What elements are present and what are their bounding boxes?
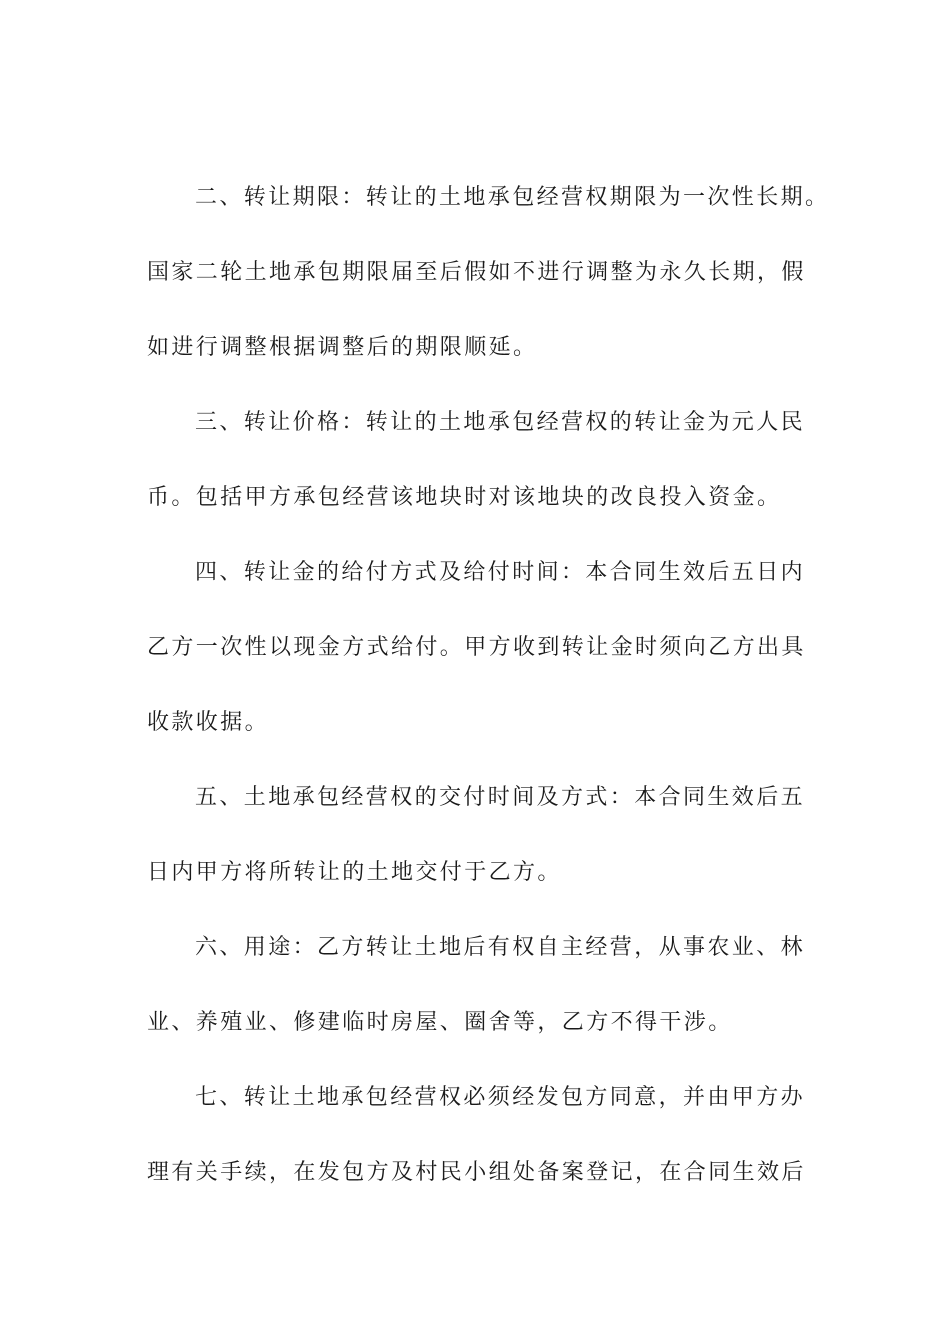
paragraph-5-line-1: 五、土地承包经营权的交付时间及方式：本合同生效后五	[195, 785, 806, 810]
paragraph-4-line-2: 乙方一次性以现金方式给付。甲方收到转让金时须向乙方出具	[147, 635, 806, 660]
document-body	[147, 177, 830, 1227]
paragraph-6-line-1: 六、用途：乙方转让土地后有权自主经营，从事农业、林	[195, 935, 806, 960]
paragraph-2-line-3: 如进行调整根据调整后的期限顺延。	[147, 335, 538, 360]
paragraph-2-line-1: 二、转让期限：转让的土地承包经营权期限为一次性长期。	[195, 185, 830, 210]
paragraph-2-line-2: 国家二轮土地承包期限届至后假如不进行调整为永久长期，假	[147, 260, 806, 285]
paragraph-7-line-1: 七、转让土地承包经营权必须经发包方同意，并由甲方办	[195, 1085, 806, 1110]
paragraph-4-line-3: 收款收据。	[147, 710, 270, 735]
paragraph-3-line-2: 币。包括甲方承包经营该地块时对该地块的改良投入资金。	[147, 485, 782, 510]
paragraph-6-line-2: 业、养殖业、修建临时房屋、圈舍等，乙方不得干涉。	[147, 1010, 733, 1035]
paragraph-5-line-2: 日内甲方将所转让的土地交付于乙方。	[147, 860, 562, 885]
paragraph-3-line-1: 三、转让价格：转让的土地承包经营权的转让金为元人民	[195, 410, 806, 435]
paragraph-4-line-1: 四、转让金的给付方式及给付时间：本合同生效后五日内	[195, 560, 806, 585]
paragraph-7-line-2: 理有关手续，在发包方及村民小组处备案登记，在合同生效后	[147, 1160, 806, 1185]
